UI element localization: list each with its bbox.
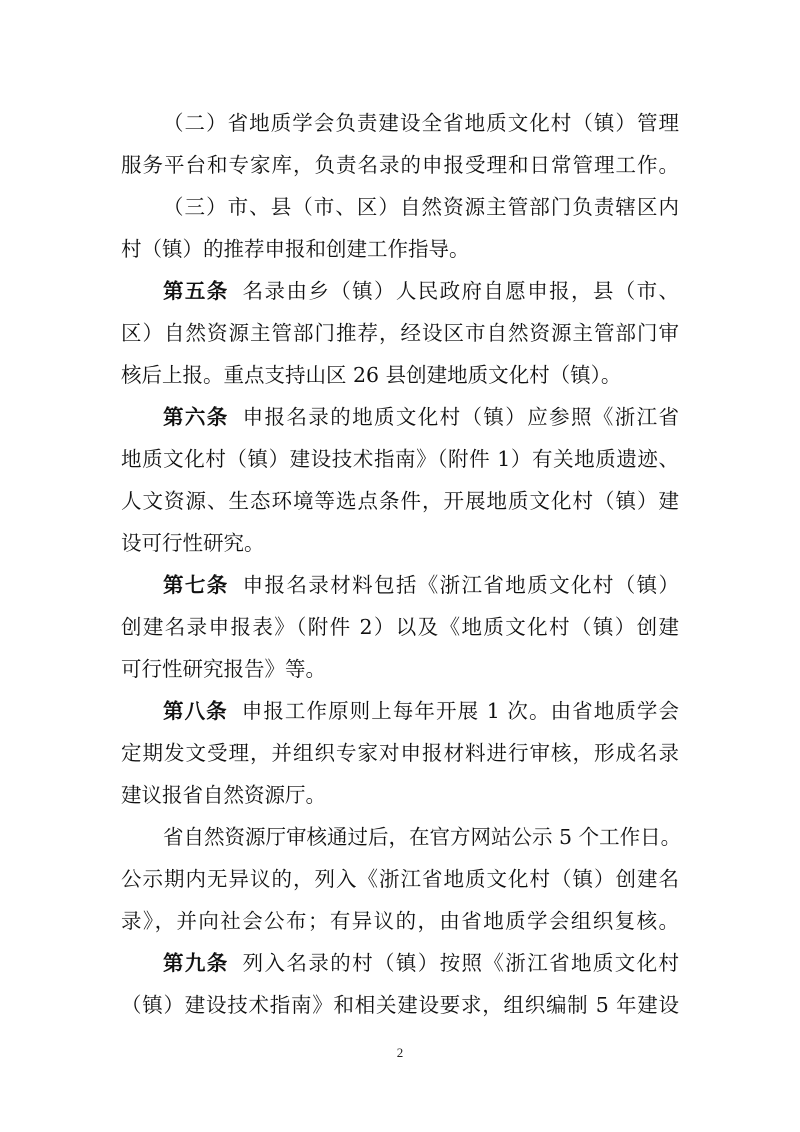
- text-line: [121, 942, 679, 984]
- text-line: 可行性研究报告》等。: [121, 657, 326, 681]
- article-text: 列入名录的村（镇）按照《浙江省地质文化村: [242, 951, 680, 975]
- text-line: 地质文化村（镇）建设技术指南》（附件 1）有关地质遗迹、: [121, 447, 679, 471]
- text-line: [121, 564, 679, 606]
- text-line: 服务平台和专家库，负责名录的申报受理和日常管理工作。: [121, 153, 679, 177]
- article-8: [121, 690, 679, 816]
- page-number: 2: [396, 1045, 404, 1060]
- paragraph-city-county-departments: [121, 186, 679, 270]
- article-9: [121, 942, 679, 1026]
- article-6: [121, 396, 679, 564]
- text-line: 建议报省自然资源厅。: [121, 783, 326, 807]
- article-heading: 第八条: [163, 699, 228, 723]
- paragraph-publicity: [121, 816, 682, 942]
- text-line: 定期发文受理，并组织专家对申报材料进行审核，形成名录: [121, 741, 679, 765]
- text-line: [121, 690, 679, 732]
- article-heading: 第七条: [163, 573, 229, 597]
- text-line: 区）自然资源主管部门推荐，经设区市自然资源主管部门审: [121, 321, 679, 345]
- text-line: （二）省地质学会负责建设全省地质文化村（镇）管理: [163, 111, 679, 135]
- text-line: 核后上报。重点支持山区 26 县创建地质文化村（镇）。: [121, 363, 622, 387]
- text-line: [121, 270, 679, 312]
- article-heading: 第五条: [163, 279, 229, 303]
- text-line: （镇）建设技术指南》和相关建设要求，组织编制 5 年建设: [121, 993, 679, 1017]
- paragraph-provincial-geological-society: [121, 102, 679, 186]
- text-line: （三）市、县（市、区）自然资源主管部门负责辖区内: [163, 195, 679, 219]
- text-line: [121, 396, 679, 438]
- article-heading: 第六条: [163, 405, 229, 429]
- article-7: [121, 564, 679, 690]
- article-text: 申报名录材料包括《浙江省地质文化村（镇）: [242, 573, 680, 597]
- article-text: 申报工作原则上每年开展 1 次。由省地质学会: [241, 699, 680, 723]
- text-line: 省自然资源厅审核通过后，在官方网站公示 5 个工作日。: [163, 825, 682, 849]
- text-line: 创建名录申报表》（附件 2）以及《地质文化村（镇）创建: [121, 615, 679, 639]
- text-line: 公示期内无异议的，列入《浙江省地质文化村（镇）创建名: [121, 867, 679, 891]
- article-text: 申报名录的地质文化村（镇）应参照《浙江省: [242, 405, 680, 429]
- text-line: 村（镇）的推荐申报和创建工作指导。: [121, 237, 470, 261]
- article-5: [121, 270, 679, 396]
- article-text: 名录由乡（镇）人民政府自愿申报，县（市、: [242, 279, 680, 303]
- text-line: 人文资源、生态环境等选点条件，开展地质文化村（镇）建: [121, 489, 679, 513]
- article-heading: 第九条: [163, 951, 229, 975]
- document-page-body: [121, 102, 682, 1026]
- text-line: 设可行性研究。: [121, 531, 265, 555]
- text-line: 录》，并向社会公布；有异议的，由省地质学会组织复核。: [121, 909, 679, 933]
